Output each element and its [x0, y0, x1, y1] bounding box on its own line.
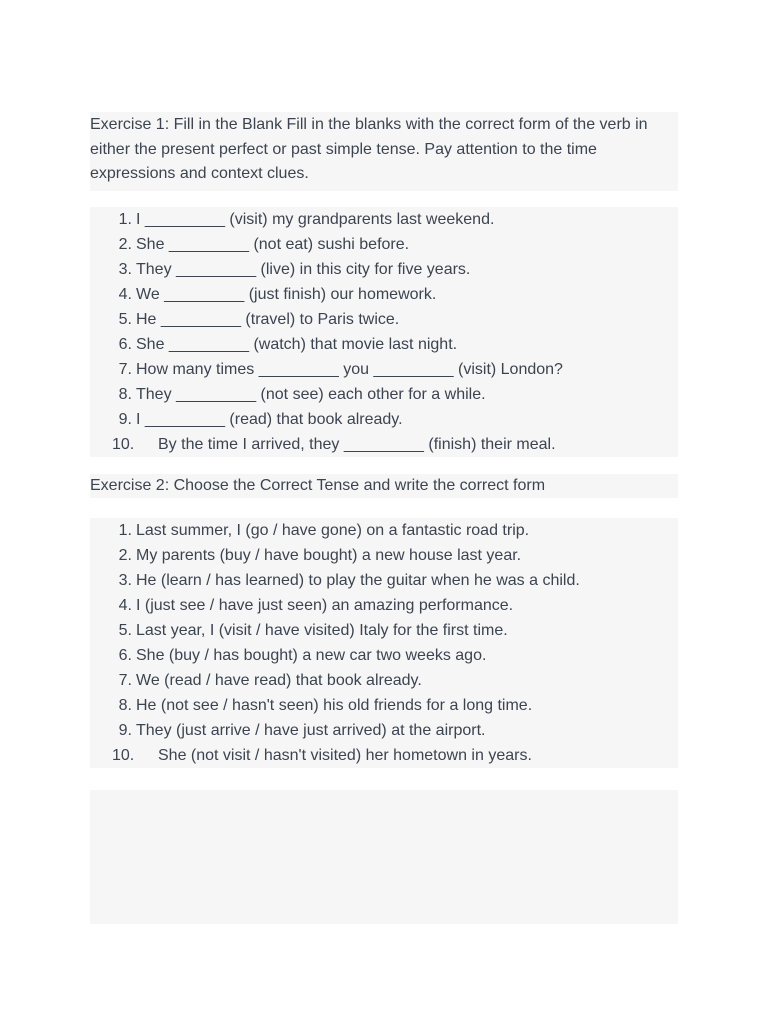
- list-item: [90, 407, 678, 432]
- list-item: [90, 432, 678, 457]
- list-item: [90, 568, 678, 593]
- item-number: 7.: [118, 360, 132, 378]
- item-number: 6.: [118, 335, 132, 353]
- item-text: She _________ (watch) that movie last night.: [136, 335, 458, 353]
- item-text: He (learn / has learned) to play the guitar when he was a child.: [136, 571, 580, 589]
- list-item: [90, 332, 678, 357]
- list-item: [90, 668, 678, 693]
- exercise2-heading: [90, 474, 678, 498]
- item-text: I (just see / have just seen) an amazing performance.: [136, 596, 514, 614]
- item-text: She (not visit / hasn't visited) her hometown in years.: [158, 746, 532, 764]
- list-item: [90, 643, 678, 668]
- exercise2-title: Exercise 2: Choose the Correct Tense and write the correct form: [90, 476, 546, 494]
- item-number: 5.: [118, 310, 132, 328]
- list-item: [90, 207, 678, 232]
- item-number: 3.: [118, 571, 132, 589]
- list-item: [90, 382, 678, 407]
- item-text: They (just arrive / have just arrived) at the airport.: [136, 721, 486, 739]
- item-text: He (not see / hasn't seen) his old friends for a long time.: [136, 696, 533, 714]
- item-text: They _________ (not see) each other for a while.: [136, 385, 486, 403]
- item-number: 3.: [118, 260, 132, 278]
- exercise2-list: [90, 518, 678, 768]
- item-number: 8.: [118, 385, 132, 403]
- item-text: How many times _________ you _________ (visit) London?: [136, 360, 563, 378]
- list-item: [90, 543, 678, 568]
- item-number: 5.: [118, 621, 132, 639]
- list-item: [90, 357, 678, 382]
- list-item: [90, 282, 678, 307]
- list-item: [90, 693, 678, 718]
- item-number: 9.: [118, 721, 132, 739]
- item-text: We (read / have read) that book already.: [136, 671, 422, 689]
- item-text: He _________ (travel) to Paris twice.: [136, 310, 400, 328]
- item-text: I _________ (read) that book already.: [136, 410, 403, 428]
- item-number: 2.: [118, 235, 132, 253]
- item-text: By the time I arrived, they _________ (finish) their meal.: [158, 435, 556, 453]
- item-number: 4.: [118, 285, 132, 303]
- exercise1-title: Exercise 1: Fill in the Blank Fill in the blanks with the correct form of the verb in either the present perfect or past simple tense. Pay attention to the time expressions and context clues.: [90, 116, 648, 182]
- empty-content-block: [90, 790, 678, 924]
- exercise1-list: [90, 207, 678, 457]
- item-number: 8.: [118, 696, 132, 714]
- list-item: [90, 618, 678, 643]
- item-number: 1.: [118, 210, 132, 228]
- worksheet: [90, 112, 678, 785]
- list-item: [90, 518, 678, 543]
- item-text: Last year, I (visit / have visited) Italy for the first time.: [136, 621, 508, 639]
- item-text: We _________ (just finish) our homework.: [136, 285, 437, 303]
- item-number: 6.: [118, 646, 132, 664]
- item-text: Last summer, I (go / have gone) on a fantastic road trip.: [136, 521, 530, 539]
- exercise1-instructions: [90, 112, 678, 191]
- item-text: They _________ (live) in this city for five years.: [136, 260, 471, 278]
- list-item: [90, 307, 678, 332]
- list-item: [90, 593, 678, 618]
- item-number: 4.: [118, 596, 132, 614]
- item-text: My parents (buy / have bought) a new house last year.: [136, 546, 522, 564]
- item-text: I _________ (visit) my grandparents last weekend.: [136, 210, 495, 228]
- item-text: She _________ (not eat) sushi before.: [136, 235, 410, 253]
- item-number: 1.: [118, 521, 132, 539]
- item-number: 10.: [112, 435, 135, 453]
- list-item: [90, 743, 678, 768]
- item-number: 10.: [112, 746, 135, 764]
- item-number: 7.: [118, 671, 132, 689]
- list-item: [90, 232, 678, 257]
- list-item: [90, 718, 678, 743]
- list-item: [90, 257, 678, 282]
- item-text: She (buy / has bought) a new car two weeks ago.: [136, 646, 487, 664]
- item-number: 9.: [118, 410, 132, 428]
- item-number: 2.: [118, 546, 132, 564]
